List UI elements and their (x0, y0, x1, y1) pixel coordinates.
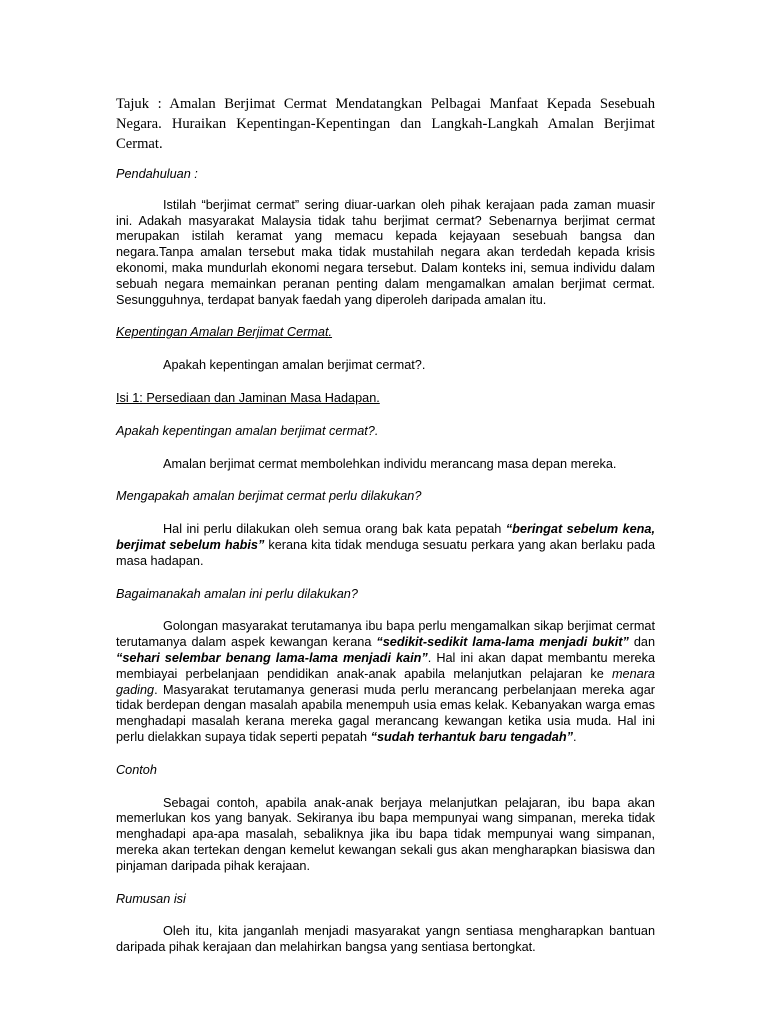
isi1-question-2: Mengapakah amalan berjimat cermat perlu dilakukan? (116, 489, 422, 504)
answer-2-text-b: kerana kita tidak menduga sesuatu perkara yang akan berlaku pada masa hadapan. (116, 537, 655, 568)
isi1-question-1: Apakah kepentingan amalan berjimat cermat?. (116, 423, 379, 438)
pepatah-quote: “beringat sebelum kena, berjimat sebelum habis” (116, 522, 655, 552)
essay-title: Tajuk : Amalan Berjimat Cermat Mendatangkan Pelbagai Manfaat Kepada Sesebuah Negara. Huraikan Kepentingan-Kepentingan dan Langkah-Langkah Amalan Berjimat Cermat. (116, 96, 655, 152)
answer-3-text-a: Golongan masyarakat terutamanya ibu bapa perlu mengamalkan sikap berjimat cermat terutamanya dalam aspek kewangan kerana (116, 619, 655, 650)
rumusan-paragraph: Oleh itu, kita janganlah menjadi masyarakat yangn sentiasa mengharapkan bantuan daripada pihak kerajaan dan melahirkan bangsa yang sentiasa bertongkat. (116, 924, 655, 955)
menara-gading: menara gading (116, 666, 655, 697)
answer-3-text-b: dan (628, 635, 656, 650)
answer-3-text-e: . (572, 729, 577, 744)
isi1-answer-3 (116, 619, 655, 745)
answer-3-text-d: . Masyarakat terutamanya generasi muda perlu merancang perbelanjaan mereka agar tidak berdepan dengan masalah apabila menempuh usia emas kelak. Kebanyakan warga emas menghadapi masalah kerana mereka gagal merancang kewangan ketika usia muda. Hal ini perlu dielakkan supaya tidak seperti pepatah (116, 682, 655, 744)
peribahasa-bukit: “sedikit-sedikit lama-lama menjadi bukit” (376, 635, 629, 650)
isi1-question-3: Bagaimanakah amalan ini perlu dilakukan? (116, 586, 358, 601)
contoh-paragraph: Sebagai contoh, apabila anak-anak berjaya melanjutkan pelajaran, ibu bapa akan memerlukan kos yang banyak. Sekiranya ibu bapa mempunyai wang simpanan, mereka tidak menghadapi apa-apa masalah, sebaliknya jika ibu bapa tidak mempunyai wang simpanan, mereka akan tertekan dengan kemelut kewangan sekali gus akan mengharapkan biasiswa dan pinjaman daripada pihak kerajaan. (116, 795, 655, 873)
kepentingan-heading: Kepentingan Amalan Berjimat Cermat. (116, 325, 333, 340)
isi1-answer-2 (116, 522, 655, 569)
contoh-heading: Contoh (116, 762, 157, 777)
peribahasa-tengadah: “sudah terhantuk baru tengadah” (370, 729, 573, 744)
answer-2-text-a: Hal ini perlu dilakukan oleh semua orang bak kata pepatah (163, 522, 506, 537)
pendahuluan-paragraph: Istilah “berjimat cermat” sering diuar-uarkan oleh pihak kerajaan pada zaman muasir ini. Adakah masyarakat Malaysia tidak tahu berjimat cermat? Sebenarnya berjimat cermat merupakan istilah keramat yang memacu kepada kejayaan sesebuah bangsa dan negara.Tanpa amalan tersebut maka tidak mustahilah negara akan terdedah kepada krisis ekonomi, maka mundurlah ekonomi negara tersebut. Dalam konteks ini, semua individu dalam sebuah negara memainkan peranan penting dalam mengamalkan amalan berjimat cermat. Sesungguhnya, terdapat banyak faedah yang diperoleh daripada amalan itu. (116, 197, 655, 307)
kepentingan-question: Apakah kepentingan amalan berjimat cermat?. (163, 358, 426, 373)
peribahasa-kain: “sehari selembar benang lama-lama menjadi kain” (116, 650, 428, 665)
isi1-heading: Isi 1: Persediaan dan Jaminan Masa Hadapan. (116, 390, 380, 405)
isi1-answer-1: Amalan berjimat cermat membolehkan individu merancang masa depan mereka. (163, 456, 617, 471)
pendahuluan-heading: Pendahuluan : (116, 167, 198, 181)
rumusan-heading: Rumusan isi (116, 891, 186, 906)
answer-3-text-c: . Hal ini akan dapat membantu mereka membiayai perbelanjaan pendidikan anak-anak apabila melanjutkan pelajaran ke (116, 650, 655, 681)
